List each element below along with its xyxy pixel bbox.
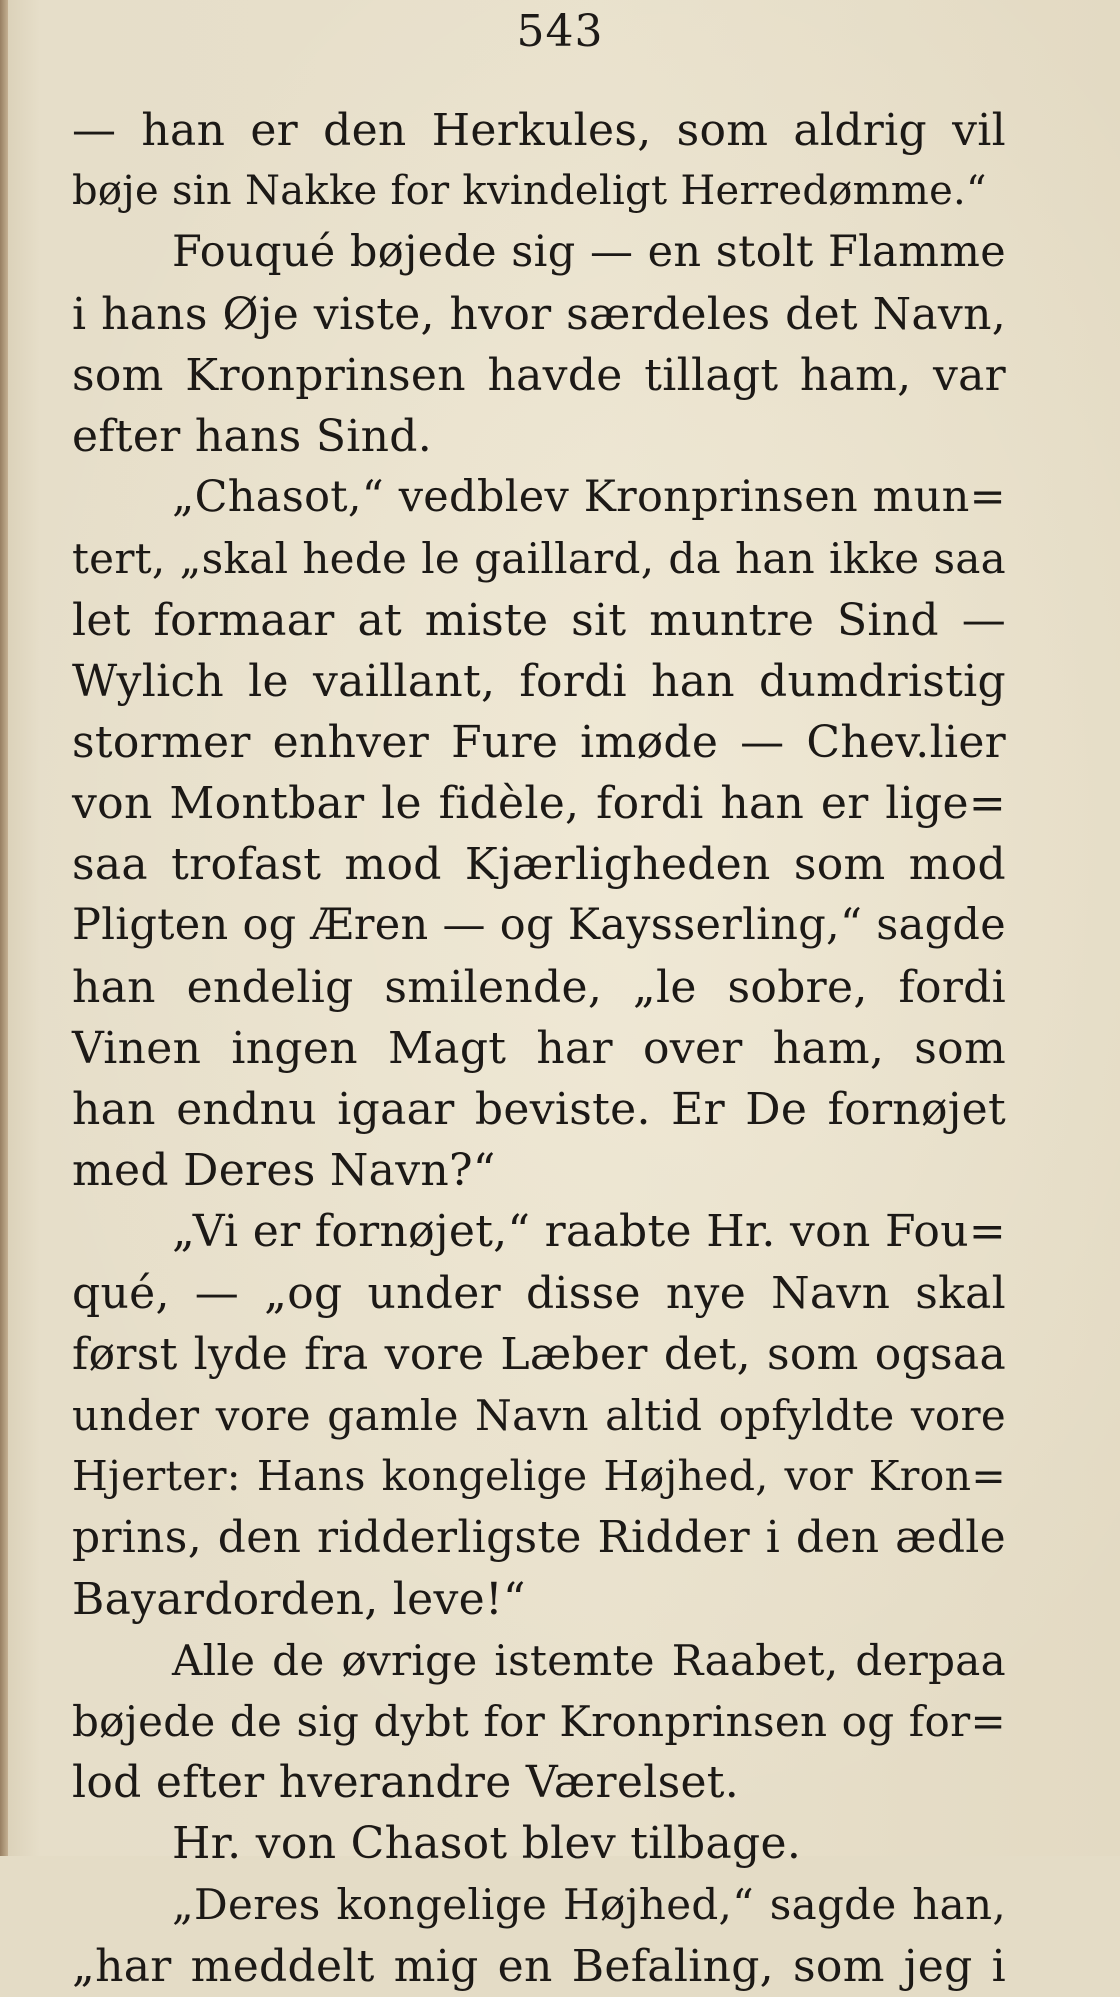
text-line: først lyde fra vore Læber det, som ogsaa: [72, 1328, 1006, 1380]
page-number: 543: [516, 6, 604, 57]
text-line: bøje sin Nakke for kvindeligt Herredømme.“: [72, 168, 987, 215]
text-line: „Chasot,“ vedblev Kronprinsen mun=: [172, 472, 1006, 523]
text-line: „Deres kongelige Højhed,“ sagde han,: [172, 1880, 1006, 1930]
text-line: under vore gamle Navn altid opfyldte vore: [72, 1390, 1006, 1440]
text-line: Fouqué bøjede sig — en stolt Flamme: [172, 227, 1006, 278]
text-line: qué, — „og under disse nye Navn skal: [72, 1267, 1006, 1319]
binding-edge: [0, 0, 8, 1856]
text-line: „har meddelt mig en Befaling, som jeg i: [72, 1940, 1006, 1992]
text-line: bøjede de sig dybt for Kronprinsen og for=: [72, 1696, 1006, 1746]
text-line: Bayardorden, leve!“: [72, 1573, 526, 1625]
text-line: — han er den Herkules, som aldrig vil: [72, 105, 1006, 156]
text-line: lod efter hverandre Værelset.: [72, 1757, 740, 1809]
text-line: Vinen ingen Magt har over ham, som: [72, 1022, 1006, 1074]
text-line: Hr. von Chasot blev tilbage.: [172, 1818, 802, 1870]
text-line: stormer enhver Fure imøde — Chev.lier: [72, 716, 1006, 768]
text-line: von Montbar le fidèle, fordi han er lige=: [72, 778, 1006, 830]
text-line: i hans Øje viste, hvor særdeles det Navn,: [72, 288, 1006, 340]
text-line: efter hans Sind.: [72, 410, 433, 462]
text-line: Hjerter: Hans kongelige Højhed, vor Kron=: [72, 1452, 1006, 1501]
text-line: tert, „skal hede le gaillard, da han ikke saa: [72, 534, 1006, 584]
text-line: „Vi er fornøjet,“ raabte Hr. von Fou=: [172, 1206, 1006, 1258]
text-line: han endnu igaar beviste. Er De fornøjet: [72, 1084, 1006, 1135]
text-line: som Kronprinsen havde tillagt ham, var: [72, 349, 1006, 401]
text-line: let formaar at miste sit muntre Sind —: [72, 594, 1006, 646]
text-line: med Deres Navn?“: [72, 1145, 496, 1197]
page-text: [72, 100, 1006, 1997]
text-line: han endelig smilende, „le sobre, fordi: [72, 961, 1006, 1013]
text-line: Alle de øvrige istemte Raabet, derpaa: [172, 1635, 1006, 1685]
text-line: Wylich le vaillant, fordi han dumdristig: [72, 655, 1006, 707]
text-line: prins, den ridderligste Ridder i den ædle: [72, 1512, 1006, 1564]
text-line: Pligten og Æren — og Kaysserling,“ sagde: [72, 900, 1006, 951]
text-line: saa trofast mod Kjærligheden som mod: [72, 839, 1006, 891]
